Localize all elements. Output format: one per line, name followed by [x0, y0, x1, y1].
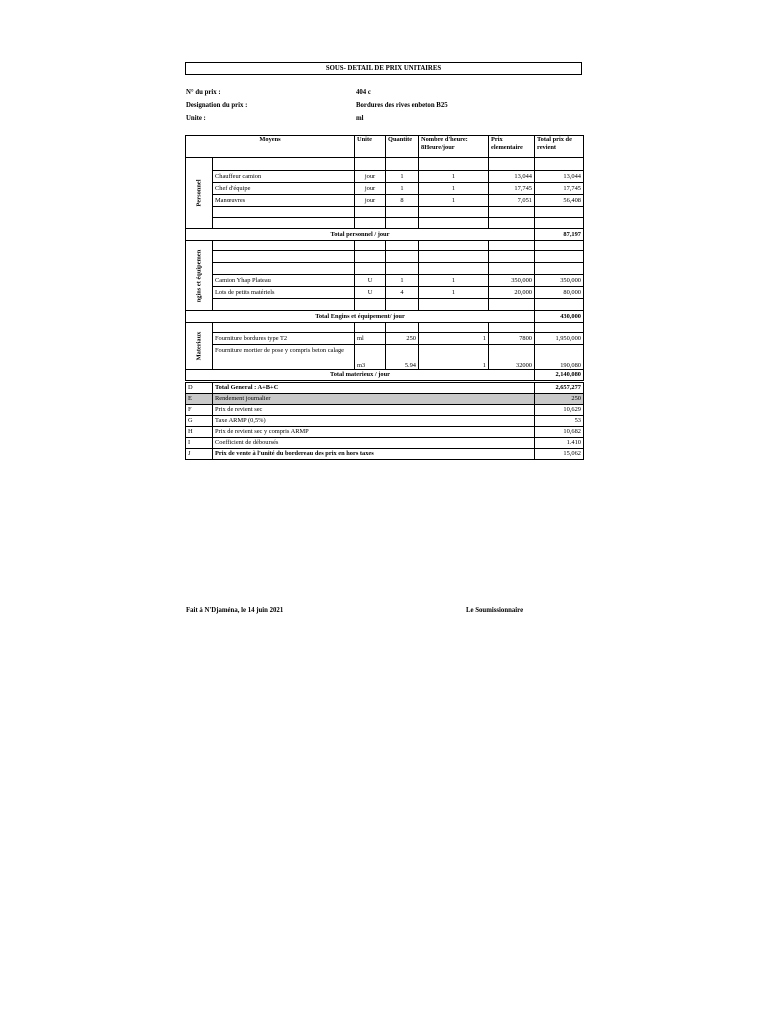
total-personnel-value: 87,197	[535, 229, 584, 241]
table-row: Fourniture mortier de pose y compris beton calage m3 5.94 1 32000 190,080	[186, 345, 584, 370]
summary-row-e: E Rendement journalier 250	[186, 394, 584, 405]
total-engins-label: Total Engins et équipement/ jour	[186, 311, 535, 323]
prix-value: 404 c	[356, 89, 371, 96]
summary-row-f: F Prix de revient sec 10,629	[186, 405, 584, 416]
total-personnel-label: Total personnel / jour	[186, 229, 535, 241]
total-engins-value: 430,000	[535, 311, 584, 323]
detail-table	[185, 135, 584, 381]
designation-value: Bordures des rives enbeton B25	[356, 102, 448, 109]
summary-row-g: G Taxe ARMP (0,5%) 53	[186, 416, 584, 427]
summary-table	[185, 382, 584, 460]
total-materiaux-label: Total materieux / jour	[186, 370, 535, 381]
header-unite: Unite	[355, 136, 386, 158]
table-row: Fourniture bordures type T2 ml 250 1 7800 1,950,000	[186, 333, 584, 345]
table-row: Chef d'équipe jour 1 1 17,745 17,745	[186, 183, 584, 195]
designation-label: Designation du prix :	[186, 102, 248, 109]
prix-label: N° du prix :	[186, 89, 221, 96]
table-row: Camion Yhap Plateau U 1 1 350,000 350,000	[186, 275, 584, 287]
header-prix: Prix elementaire	[489, 136, 535, 158]
summary-row-d: D Total General : A+B+C 2,657,277	[186, 383, 584, 394]
total-materiaux-value: 2,140,080	[535, 370, 584, 381]
section-personnel-label: Personnel	[186, 158, 213, 229]
unite-value: ml	[356, 115, 364, 122]
header-total: Total prix de revient	[535, 136, 584, 158]
footer-place-date: Fait à N'Djaména, le 14 juin 2021	[186, 607, 284, 614]
header-nombre: Nombre d'heure: 8Heure/jour	[419, 136, 489, 158]
summary-row-i: I Coefficient de déboursés 1.410	[186, 438, 584, 449]
unite-label: Unite :	[186, 115, 206, 122]
section-engins-label: ngins et équipemen	[186, 241, 213, 311]
header-moyens: Moyens	[186, 136, 355, 158]
footer-signatory: Le Soumissionnaire	[466, 607, 524, 614]
header-quantite: Quantite	[386, 136, 419, 158]
summary-row-h: H Prix de revient sec y compris ARMP 10,682	[186, 427, 584, 438]
table-row: Lots de petits matériels U 4 1 20,000 80,000	[186, 287, 584, 299]
section-materiaux-label: Materiaux	[186, 323, 213, 370]
page-title: SOUS- DETAIL DE PRIX UNITAIRES	[185, 62, 582, 75]
table-row: Chauffeur camion jour 1 1 13,044 13,044	[186, 171, 584, 183]
summary-row-j: J Prix de vente à l'unité du bordereau des prix en hors taxes 15,062	[186, 449, 584, 460]
table-row: Manœuvres jour 8 1 7,051 56,408	[186, 195, 584, 207]
